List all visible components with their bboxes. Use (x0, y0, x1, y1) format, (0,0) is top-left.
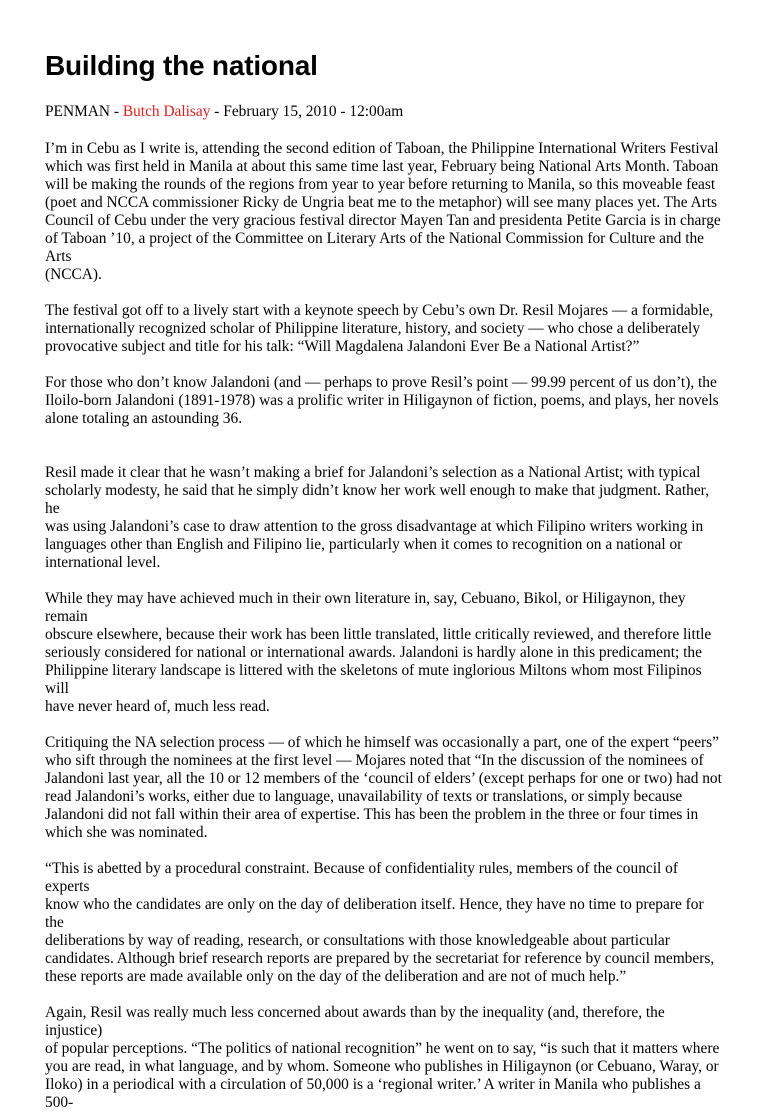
text-line: which was first held in Manila at about this same time last year, February being National Arts Month. Taboan (45, 158, 719, 175)
section-name: PENMAN (45, 103, 110, 120)
paragraph (45, 1004, 725, 1112)
text-line: of Taboan ’10, a project of the Committee on Literary Arts of the National Commission for Culture and the Arts (45, 230, 705, 265)
text-line: (NCCA). (45, 266, 102, 283)
text-line: read Jalandoni’s works, either due to language, unavailability of texts or translations, or simply because (45, 788, 683, 805)
text-line: deliberations by way of reading, research, or consultations with those knowledgeable about particular (45, 932, 670, 949)
paragraph (45, 374, 725, 428)
text-line: international level. (45, 554, 161, 571)
text-line: While they may have achieved much in their own literature in, say, Cebuano, Bikol, or Hiligaynon, they remain (45, 590, 686, 625)
article (45, 0, 725, 1112)
text-line: Critiquing the NA selection process — of which he himself was occasionally a part, one of the expert “peers” (45, 734, 719, 751)
text-line: Resil made it clear that he wasn’t making a brief for Jalandoni’s selection as a National Artist; with typical (45, 464, 701, 481)
text-line: Jalandoni did not fall within their area of expertise. This has been the problem in the three or four times in (45, 806, 699, 823)
article-title: Building the national (45, 50, 318, 81)
byline-separator: - (110, 103, 123, 120)
text-line: Jalandoni last year, all the 10 or 12 members of the ‘council of elders’ (except perhaps for one or two) had not (45, 770, 722, 787)
text-line: internationally recognized scholar of Philippine literature, history, and society — who chose a deliberately (45, 320, 701, 337)
text-line: who sift through the nominees at the first level — Mojares noted that “In the discussion of the nominees of (45, 752, 704, 769)
text-line: scholarly modesty, he said that he simply didn’t know her work well enough to make that judgment. Rather, he (45, 482, 710, 517)
text-line: you are read, in what language, and by whom. Someone who publishes in Hiligaynon (or Cebuano, Waray, or (45, 1058, 719, 1075)
text-line: obscure elsewhere, because their work has been little translated, little critically reviewed, and therefore little (45, 626, 712, 643)
text-line: alone totaling an astounding 36. (45, 410, 243, 427)
text-line: these reports are made available only on the day of the deliberation and are not of much help.” (45, 968, 627, 985)
text-line: candidates. Although brief research reports are prepared by the secretariat for reference by council members, (45, 950, 715, 967)
paragraph (45, 302, 725, 356)
text-line: seriously considered for national or international awards. Jalandoni is hardly alone in this predicament; the (45, 644, 702, 661)
article-body (45, 140, 725, 1112)
text-line: For those who don’t know Jalandoni (and — perhaps to prove Resil’s point — 99.99 percent of us don’t), the (45, 374, 717, 391)
paragraph (45, 140, 725, 284)
publish-date: February 15, 2010 - 12:00am (223, 103, 404, 120)
paragraph (45, 860, 725, 986)
text-line: Iloilo-born Jalandoni (1891-1978) was a prolific writer in Hiligaynon of fiction, poems, and plays, her novels (45, 392, 719, 409)
text-line: (poet and NCCA commissioner Ricky de Ungria beat me to the metaphor) will see many places yet. The Arts (45, 194, 718, 211)
text-line: of popular perceptions. “The politics of national recognition” he went on to say, “is such that it matters where (45, 1040, 720, 1057)
byline-separator: - (210, 103, 224, 120)
author-link[interactable]: Butch Dalisay (122, 103, 211, 120)
text-line: provocative subject and title for his talk: “Will Magdalena Jalandoni Ever Be a National Artist?” (45, 338, 640, 355)
paragraph (45, 590, 725, 716)
text-line: was using Jalandoni’s case to draw attention to the gross disadvantage at which Filipino writers working in (45, 518, 704, 535)
byline (45, 103, 725, 121)
text-line: Again, Resil was really much less concerned about awards than by the inequality (and, therefore, the injustice) (45, 1004, 665, 1039)
text-line: know who the candidates are only on the day of deliberation itself. Hence, they have no time to prepare for the (45, 896, 704, 931)
text-line: which she was nominated. (45, 824, 208, 841)
text-line: have never heard of, much less read. (45, 698, 270, 715)
text-line: I’m in Cebu as I write is, attending the second edition of Taboan, the Philippine International Writers Festival (45, 140, 719, 157)
text-line: “This is abetted by a procedural constraint. Because of confidentiality rules, members of the council of experts (45, 860, 678, 895)
paragraph (45, 734, 725, 842)
text-line: Council of Cebu under the very gracious festival director Mayen Tan and presidenta Petite Garcia is in charge (45, 212, 721, 229)
text-line: The festival got off to a lively start with a keynote speech by Cebu’s own Dr. Resil Mojares — a formidable, (45, 302, 714, 319)
text-line: Iloko) in a periodical with a circulation of 50,000 is a ‘regional writer.’ A writer in Manila who publishes a 500- (45, 1076, 701, 1111)
text-line: Philippine literary landscape is littered with the skeletons of mute inglorious Miltons whom most Filipinos will (45, 662, 702, 697)
text-line: will be making the rounds of the regions from year to year before returning to Manila, so this moveable feast (45, 176, 716, 193)
text-line: languages other than English and Filipino lie, particularly when it comes to recognition on a national or (45, 536, 683, 553)
paragraph (45, 464, 725, 572)
